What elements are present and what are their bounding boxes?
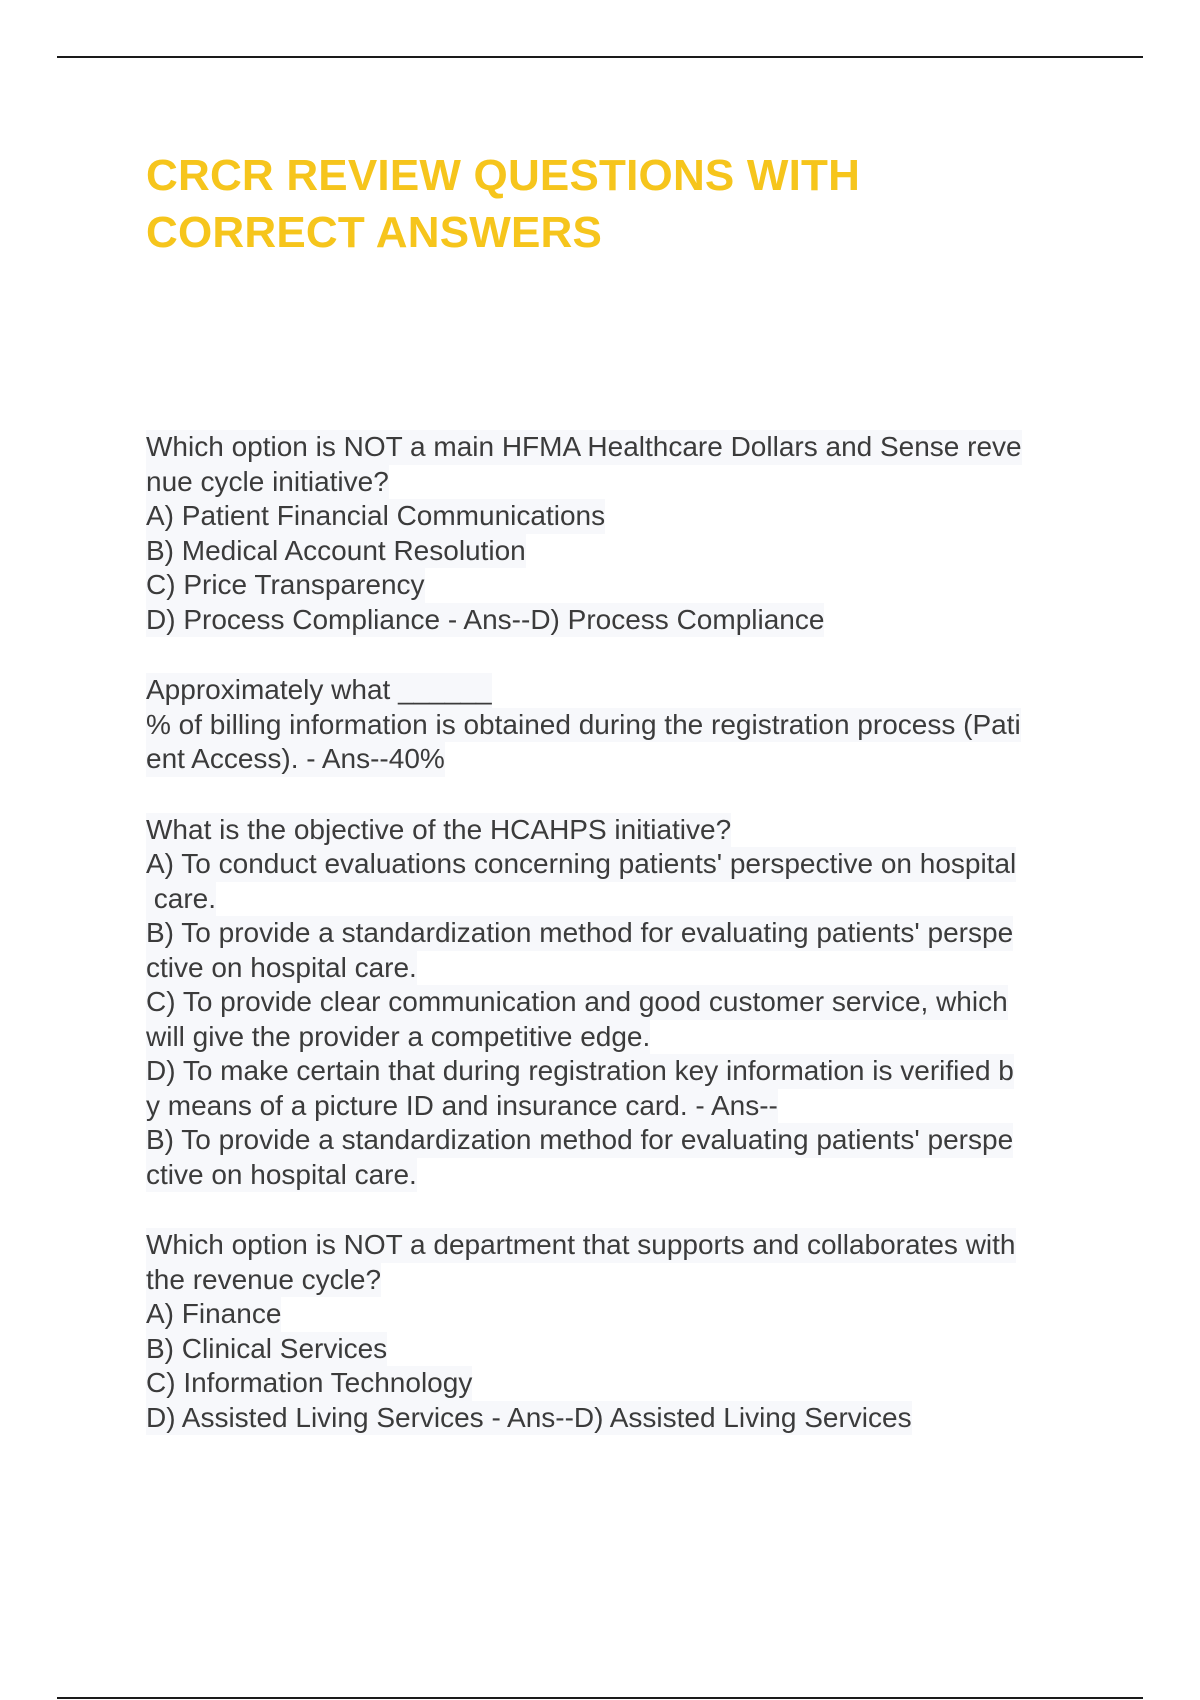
header-rule (57, 56, 1143, 58)
title-line: CRCR REVIEW QUESTIONS WITH (146, 151, 861, 200)
question-text: % of billing information is obtained during the registration process (Pati (146, 708, 1021, 743)
title-line: CORRECT ANSWERS (146, 208, 603, 257)
question-text: the revenue cycle? (146, 1263, 381, 1298)
answer-option: C) Information Technology (146, 1366, 472, 1401)
answer-option: B) Clinical Services (146, 1332, 387, 1367)
answer-option: will give the provider a competitive edge. (146, 1020, 650, 1055)
answer-option: A) Patient Financial Communications (146, 499, 605, 534)
question-text: nue cycle initiative? (146, 465, 389, 500)
correct-answer: ctive on hospital care. (146, 1158, 417, 1193)
answer-option: B) Medical Account Resolution (146, 534, 526, 569)
question-block-3 (146, 813, 1106, 1193)
question-text: What is the objective of the HCAHPS initiative? (146, 813, 731, 848)
document-title (146, 147, 1146, 261)
question-block-2 (146, 673, 1106, 777)
question-text: Which option is NOT a department that supports and collaborates with (146, 1228, 1016, 1263)
answer-option: A) Finance (146, 1297, 281, 1332)
question-text-with-answer: ent Access). - Ans--40% (146, 742, 445, 777)
answer-option-with-answer: D) Assisted Living Services - Ans--D) Assisted Living Services (146, 1401, 912, 1436)
question-text: Which option is NOT a main HFMA Healthcare Dollars and Sense reve (146, 430, 1022, 465)
answer-option: D) To make certain that during registration key information is verified b (146, 1054, 1014, 1089)
answer-option: ctive on hospital care. (146, 951, 417, 986)
answer-option: care. (146, 882, 216, 917)
question-text: Approximately what ______ (146, 673, 492, 708)
correct-answer: B) To provide a standardization method for evaluating patients' perspe (146, 1123, 1013, 1158)
question-list (146, 430, 1106, 1471)
answer-option: B) To provide a standardization method for evaluating patients' perspe (146, 916, 1013, 951)
answer-option-with-answer: D) Process Compliance - Ans--D) Process Compliance (146, 603, 824, 638)
answer-option: C) Price Transparency (146, 568, 425, 603)
question-block-1 (146, 430, 1106, 637)
question-block-4 (146, 1228, 1106, 1435)
footer-rule (57, 1697, 1143, 1699)
answer-option: A) To conduct evaluations concerning patients' perspective on hospital (146, 847, 1016, 882)
answer-option: C) To provide clear communication and good customer service, which (146, 985, 1008, 1020)
answer-option: y means of a picture ID and insurance card. - Ans-- (146, 1089, 778, 1124)
